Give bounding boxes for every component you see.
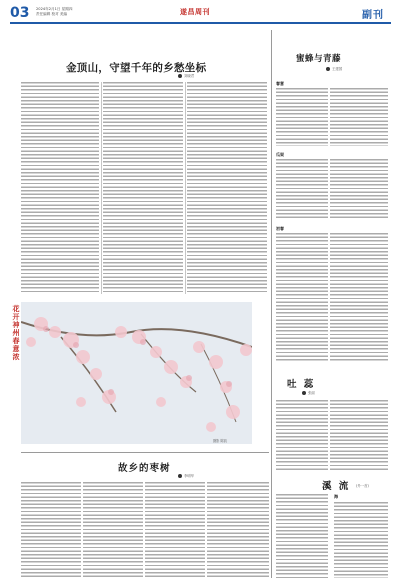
poem-1-stanza-text [276, 88, 328, 146]
paper-logo: 遂昌周刊 [180, 7, 210, 16]
blossom-branch-illustration [21, 302, 252, 444]
main-story-title: 金顶山，守望千年的乡愁坐标 [66, 62, 207, 74]
page-number: 03 [10, 5, 30, 21]
issue-date: 2024年2月1日 星期四 [36, 7, 73, 11]
main-story-author: 刘晓君 [184, 74, 195, 78]
cherry-blossom-photo [21, 302, 252, 444]
poem-1-stanza-text [276, 233, 328, 361]
story-2-column [83, 482, 143, 578]
photo-credit: 摄影 陈凯 [213, 439, 227, 443]
byline-dot-icon [178, 74, 182, 78]
poem-1-author: 王建国 [332, 67, 343, 71]
section-divider [271, 30, 272, 578]
poem-2-author: 张丽 [308, 391, 315, 395]
issue-editors: 责任编辑 校对 美编 [36, 12, 68, 16]
main-story-column-3 [187, 82, 267, 294]
story-2-column [207, 482, 269, 578]
poem-2-title: 吐 蕊 [287, 379, 316, 390]
section-title: 副刊 [362, 10, 384, 21]
masthead-rule [10, 22, 391, 24]
poem-3-text [334, 502, 388, 578]
column-divider [101, 82, 102, 294]
poem-1-stanza-heading: 春意 [276, 81, 284, 86]
poem-3-text [276, 494, 328, 578]
poem-1-stanza-text [330, 159, 388, 219]
byline-dot-icon [302, 391, 306, 395]
story-2-byline [178, 473, 194, 478]
poem-3-title: 溪 流 [322, 481, 351, 492]
story-2-column [21, 482, 81, 578]
main-story-column-2 [103, 82, 183, 294]
poem-1-stanza-text [276, 159, 328, 219]
poem-1-byline [326, 66, 342, 71]
photo-side-caption: 花开神州春意浓 [12, 305, 21, 361]
poem-1-stanza-heading: 初春 [276, 226, 284, 231]
byline-dot-icon [178, 474, 182, 478]
poem-2-text [276, 400, 328, 470]
issue-meta [36, 7, 72, 17]
story-2-title: 故乡的枣树 [118, 463, 171, 474]
main-story-column-1 [21, 82, 99, 294]
byline-dot-icon [326, 67, 330, 71]
poem-1-stanza-text [330, 88, 388, 146]
poem-2-byline [302, 390, 315, 395]
section-divider [21, 452, 269, 453]
poem-1-stanza-heading: 瓜架 [276, 152, 284, 157]
story-2-author: 李明华 [184, 474, 195, 478]
poem-1-stanza-text [330, 233, 388, 361]
poem-2-text [330, 400, 388, 470]
poem-1-title: 蜜蜂与青藤 [296, 54, 342, 64]
column-divider [185, 82, 186, 294]
story-2-column [145, 482, 205, 578]
poem-3-subtitle: (外一首) [356, 484, 369, 488]
poem-3-stanza-heading: 海 [334, 494, 338, 499]
main-story-byline [178, 73, 194, 78]
